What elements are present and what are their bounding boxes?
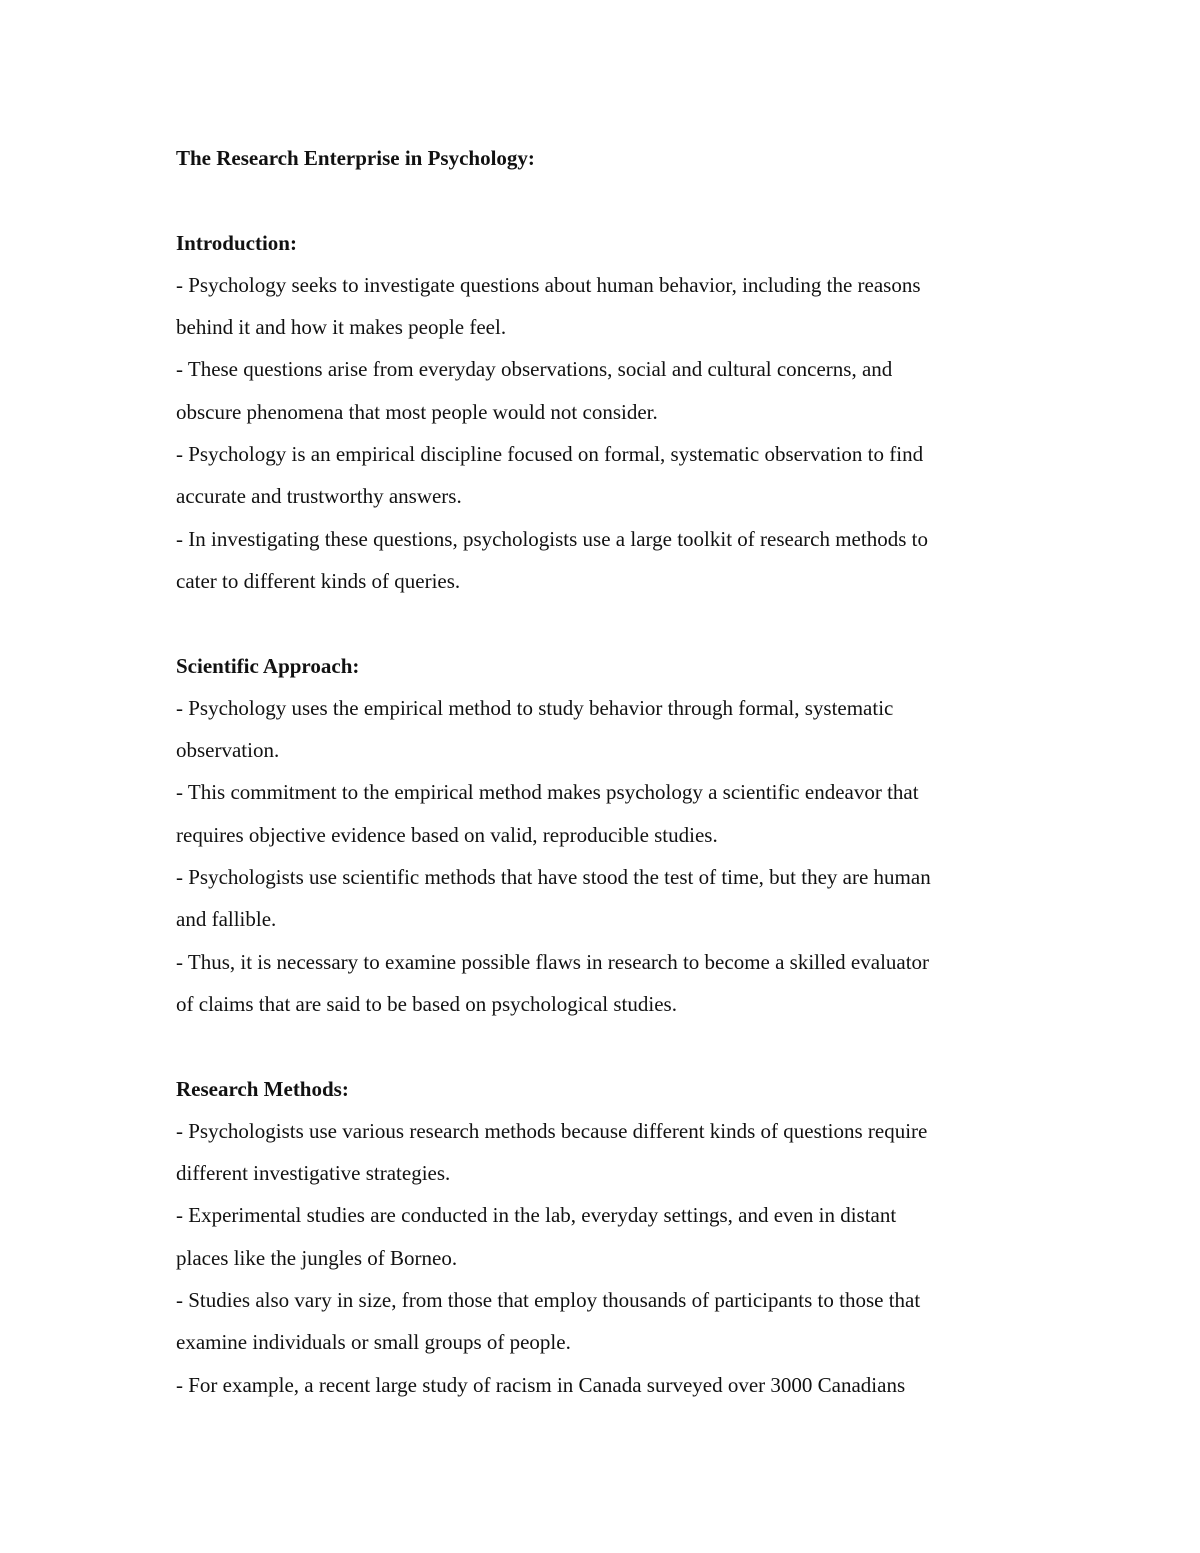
- text-line: - Psychologists use various research methods because different kinds of questions require: [176, 1118, 928, 1143]
- text-line: - Thus, it is necessary to examine possible flaws in research to become a skilled evaluator: [176, 949, 930, 974]
- text-line: - This commitment to the empirical method makes psychology a scientific endeavor that: [176, 780, 919, 805]
- text-line: - Psychologists use scientific methods that have stood the test of time, but they are human: [176, 865, 931, 890]
- text-line: places like the jungles of Borneo.: [176, 1245, 458, 1270]
- text-line: accurate and trustworthy answers.: [176, 484, 462, 509]
- document-body: [176, 137, 1036, 1406]
- text-line: examine individuals or small groups of people.: [176, 1330, 571, 1355]
- text-line: - For example, a recent large study of racism in Canada surveyed over 3000 Canadians: [176, 1372, 906, 1397]
- text-line: of claims that are said to be based on psychological studies.: [176, 991, 677, 1016]
- text-line: - Experimental studies are conducted in the lab, everyday settings, and even in distant: [176, 1203, 897, 1228]
- text-line: - Psychology seeks to investigate questions about human behavior, including the reasons: [176, 272, 921, 297]
- spacer: [176, 1025, 1036, 1067]
- text-line: - These questions arise from everyday observations, social and cultural concerns, and: [176, 357, 893, 382]
- text-line: behind it and how it makes people feel.: [176, 315, 507, 340]
- document-title: The Research Enterprise in Psychology:: [176, 146, 535, 170]
- text-line: - Studies also vary in size, from those that employ thousands of participants to those that: [176, 1288, 921, 1313]
- text-line: observation.: [176, 738, 280, 763]
- spacer: [176, 179, 1036, 221]
- section-heading-scientific-approach: Scientific Approach:: [176, 653, 360, 678]
- text-line: different investigative strategies.: [176, 1161, 451, 1186]
- text-line: - In investigating these questions, psychologists use a large toolkit of research methods to: [176, 526, 928, 551]
- text-line: - Psychology is an empirical discipline focused on formal, systematic observation to find: [176, 442, 924, 467]
- text-line: and fallible.: [176, 907, 277, 932]
- text-line: - Psychology uses the empirical method to study behavior through formal, systematic: [176, 695, 894, 720]
- section-heading-introduction: Introduction:: [176, 230, 297, 255]
- text-line: obscure phenomena that most people would not consider.: [176, 399, 658, 424]
- text-line: cater to different kinds of queries.: [176, 568, 461, 593]
- spacer: [176, 602, 1036, 644]
- text-line: requires objective evidence based on valid, reproducible studies.: [176, 822, 718, 847]
- section-heading-research-methods: Research Methods:: [176, 1076, 349, 1101]
